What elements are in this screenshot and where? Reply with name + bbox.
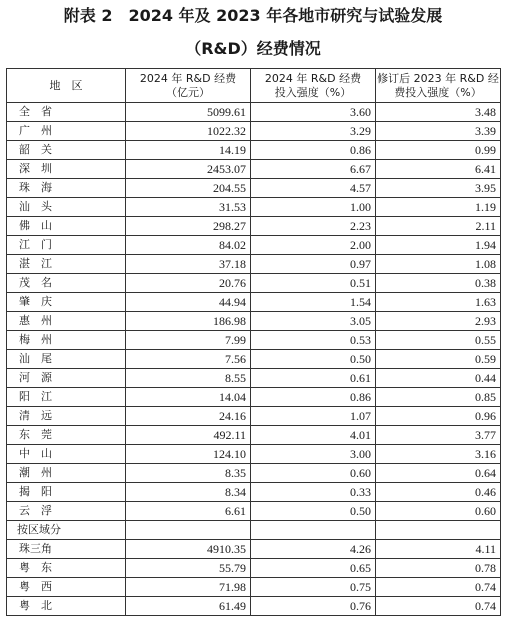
region-cell: 珠三角 (7, 540, 126, 559)
region-cell: 汕 头 (7, 198, 126, 217)
table-row (7, 350, 501, 369)
funding-cell: 14.19 (126, 141, 251, 160)
region-cell: 揭 阳 (7, 483, 126, 502)
intensity-2024-cell: 0.60 (251, 464, 376, 483)
intensity-2023-cell: 0.60 (376, 502, 501, 521)
intensity-2024-cell: 0.53 (251, 331, 376, 350)
region-cell: 佛 山 (7, 217, 126, 236)
funding-cell: 2453.07 (126, 160, 251, 179)
header-intensity-2023 (376, 69, 501, 103)
funding-cell: 61.49 (126, 597, 251, 616)
intensity-2023-cell: 0.78 (376, 559, 501, 578)
funding-cell: 298.27 (126, 217, 251, 236)
table-row (7, 255, 501, 274)
region-cell: 按区域分 (7, 521, 126, 540)
table-row (7, 122, 501, 141)
funding-cell: 71.98 (126, 578, 251, 597)
intensity-2024-cell: 0.50 (251, 502, 376, 521)
intensity-2024-cell: 0.61 (251, 369, 376, 388)
region-cell: 深 圳 (7, 160, 126, 179)
intensity-2024-cell: 1.54 (251, 293, 376, 312)
funding-cell: 31.53 (126, 198, 251, 217)
intensity-2024-cell: 0.76 (251, 597, 376, 616)
intensity-2023-cell: 0.74 (376, 578, 501, 597)
funding-cell: 186.98 (126, 312, 251, 331)
intensity-2024-cell: 1.00 (251, 198, 376, 217)
intensity-2024-cell: 0.51 (251, 274, 376, 293)
intensity-2024-cell: 0.97 (251, 255, 376, 274)
table-row (7, 141, 501, 160)
region-cell: 广 州 (7, 122, 126, 141)
intensity-2023-cell: 0.59 (376, 350, 501, 369)
table-row (7, 103, 501, 122)
header-intensity-2024 (251, 69, 376, 103)
intensity-2024-cell: 4.01 (251, 426, 376, 445)
intensity-2024-cell: 6.67 (251, 160, 376, 179)
intensity-2024-cell: 3.05 (251, 312, 376, 331)
intensity-2023-cell: 0.64 (376, 464, 501, 483)
funding-cell: 84.02 (126, 236, 251, 255)
funding-cell: 204.55 (126, 179, 251, 198)
intensity-2023-cell: 3.48 (376, 103, 501, 122)
table-row (7, 578, 501, 597)
region-cell: 潮 州 (7, 464, 126, 483)
region-cell: 粤 北 (7, 597, 126, 616)
intensity-2024-cell: 0.65 (251, 559, 376, 578)
funding-cell: 8.35 (126, 464, 251, 483)
intensity-2024-cell (251, 521, 376, 540)
intensity-2024-cell: 3.60 (251, 103, 376, 122)
region-cell: 韶 关 (7, 141, 126, 160)
header-intensity-2023-line-2: 费投入强度（%） (394, 85, 482, 99)
table-row (7, 293, 501, 312)
intensity-2023-cell: 3.77 (376, 426, 501, 445)
region-cell: 粤 西 (7, 578, 126, 597)
region-cell: 全 省 (7, 103, 126, 122)
intensity-2023-cell: 3.39 (376, 122, 501, 141)
funding-cell: 24.16 (126, 407, 251, 426)
region-cell: 江 门 (7, 236, 126, 255)
header-row (7, 69, 501, 103)
table-title-line-2: （R&D）经费情况 (185, 39, 321, 58)
table-row (7, 407, 501, 426)
header-intensity-2024-line-2: 投入强度（%） (274, 85, 352, 99)
funding-cell: 44.94 (126, 293, 251, 312)
intensity-2023-cell: 0.85 (376, 388, 501, 407)
table-row (7, 388, 501, 407)
intensity-2023-cell (376, 521, 501, 540)
region-cell: 中 山 (7, 445, 126, 464)
intensity-2023-cell: 3.95 (376, 179, 501, 198)
region-cell: 汕 尾 (7, 350, 126, 369)
region-cell: 惠 州 (7, 312, 126, 331)
intensity-2023-cell: 0.38 (376, 274, 501, 293)
funding-cell: 1022.32 (126, 122, 251, 141)
funding-cell: 6.61 (126, 502, 251, 521)
region-cell: 茂 名 (7, 274, 126, 293)
funding-cell: 4910.35 (126, 540, 251, 559)
intensity-2024-cell: 3.29 (251, 122, 376, 141)
intensity-2023-cell: 1.08 (376, 255, 501, 274)
table-row (7, 160, 501, 179)
intensity-2023-cell: 1.19 (376, 198, 501, 217)
table-row (7, 559, 501, 578)
header-funding-line-2: （亿元） (166, 85, 210, 99)
header-funding-line-1: 2024 年 R&D 经费 (139, 71, 237, 85)
table-row (7, 331, 501, 350)
intensity-2024-cell: 2.23 (251, 217, 376, 236)
region-cell: 肇 庆 (7, 293, 126, 312)
header-region-label: 地 区 (49, 78, 83, 92)
intensity-2023-cell: 0.46 (376, 483, 501, 502)
table-row (7, 445, 501, 464)
funding-cell: 20.76 (126, 274, 251, 293)
funding-cell: 37.18 (126, 255, 251, 274)
table-row (7, 426, 501, 445)
intensity-2023-cell: 1.94 (376, 236, 501, 255)
region-cell: 珠 海 (7, 179, 126, 198)
table-title-line-1: 附表 2 2024 年及 2023 年各地市研究与试验发展 (63, 6, 443, 25)
intensity-2024-cell: 0.86 (251, 388, 376, 407)
table-row (7, 502, 501, 521)
rd-funding-table (6, 68, 501, 616)
table-row (7, 521, 501, 540)
region-cell: 清 远 (7, 407, 126, 426)
table-row (7, 179, 501, 198)
intensity-2023-cell: 2.11 (376, 217, 501, 236)
intensity-2024-cell: 4.57 (251, 179, 376, 198)
intensity-2024-cell: 0.50 (251, 350, 376, 369)
intensity-2024-cell: 1.07 (251, 407, 376, 426)
intensity-2023-cell: 2.93 (376, 312, 501, 331)
funding-cell: 5099.61 (126, 103, 251, 122)
intensity-2023-cell: 0.55 (376, 331, 501, 350)
header-funding-2024 (126, 69, 251, 103)
funding-cell: 14.04 (126, 388, 251, 407)
funding-cell: 8.34 (126, 483, 251, 502)
intensity-2023-cell: 6.41 (376, 160, 501, 179)
intensity-2024-cell: 4.26 (251, 540, 376, 559)
region-cell: 梅 州 (7, 331, 126, 350)
region-cell: 粤 东 (7, 559, 126, 578)
intensity-2024-cell: 3.00 (251, 445, 376, 464)
intensity-2023-cell: 4.11 (376, 540, 501, 559)
table-row (7, 483, 501, 502)
header-region (7, 69, 126, 103)
intensity-2024-cell: 0.75 (251, 578, 376, 597)
region-cell: 阳 江 (7, 388, 126, 407)
table-row (7, 597, 501, 616)
table-row (7, 369, 501, 388)
table-row (7, 198, 501, 217)
intensity-2023-cell: 3.16 (376, 445, 501, 464)
region-cell: 云 浮 (7, 502, 126, 521)
funding-cell: 55.79 (126, 559, 251, 578)
table-row (7, 274, 501, 293)
intensity-2024-cell: 0.33 (251, 483, 376, 502)
region-cell: 河 源 (7, 369, 126, 388)
header-intensity-2023-line-1: 修订后 2023 年 R&D 经 (377, 71, 499, 85)
header-intensity-2024-line-1: 2024 年 R&D 经费 (264, 71, 362, 85)
intensity-2024-cell: 2.00 (251, 236, 376, 255)
table-row (7, 540, 501, 559)
table-row (7, 464, 501, 483)
intensity-2023-cell: 1.63 (376, 293, 501, 312)
funding-cell (126, 521, 251, 540)
intensity-2023-cell: 0.99 (376, 141, 501, 160)
intensity-2023-cell: 0.74 (376, 597, 501, 616)
funding-cell: 7.99 (126, 331, 251, 350)
intensity-2024-cell: 0.86 (251, 141, 376, 160)
region-cell: 东 莞 (7, 426, 126, 445)
table-body (7, 103, 501, 616)
intensity-2023-cell: 0.44 (376, 369, 501, 388)
table-row (7, 217, 501, 236)
funding-cell: 492.11 (126, 426, 251, 445)
table-row (7, 236, 501, 255)
funding-cell: 124.10 (126, 445, 251, 464)
funding-cell: 7.56 (126, 350, 251, 369)
funding-cell: 8.55 (126, 369, 251, 388)
intensity-2023-cell: 0.96 (376, 407, 501, 426)
table-row (7, 312, 501, 331)
region-cell: 湛 江 (7, 255, 126, 274)
